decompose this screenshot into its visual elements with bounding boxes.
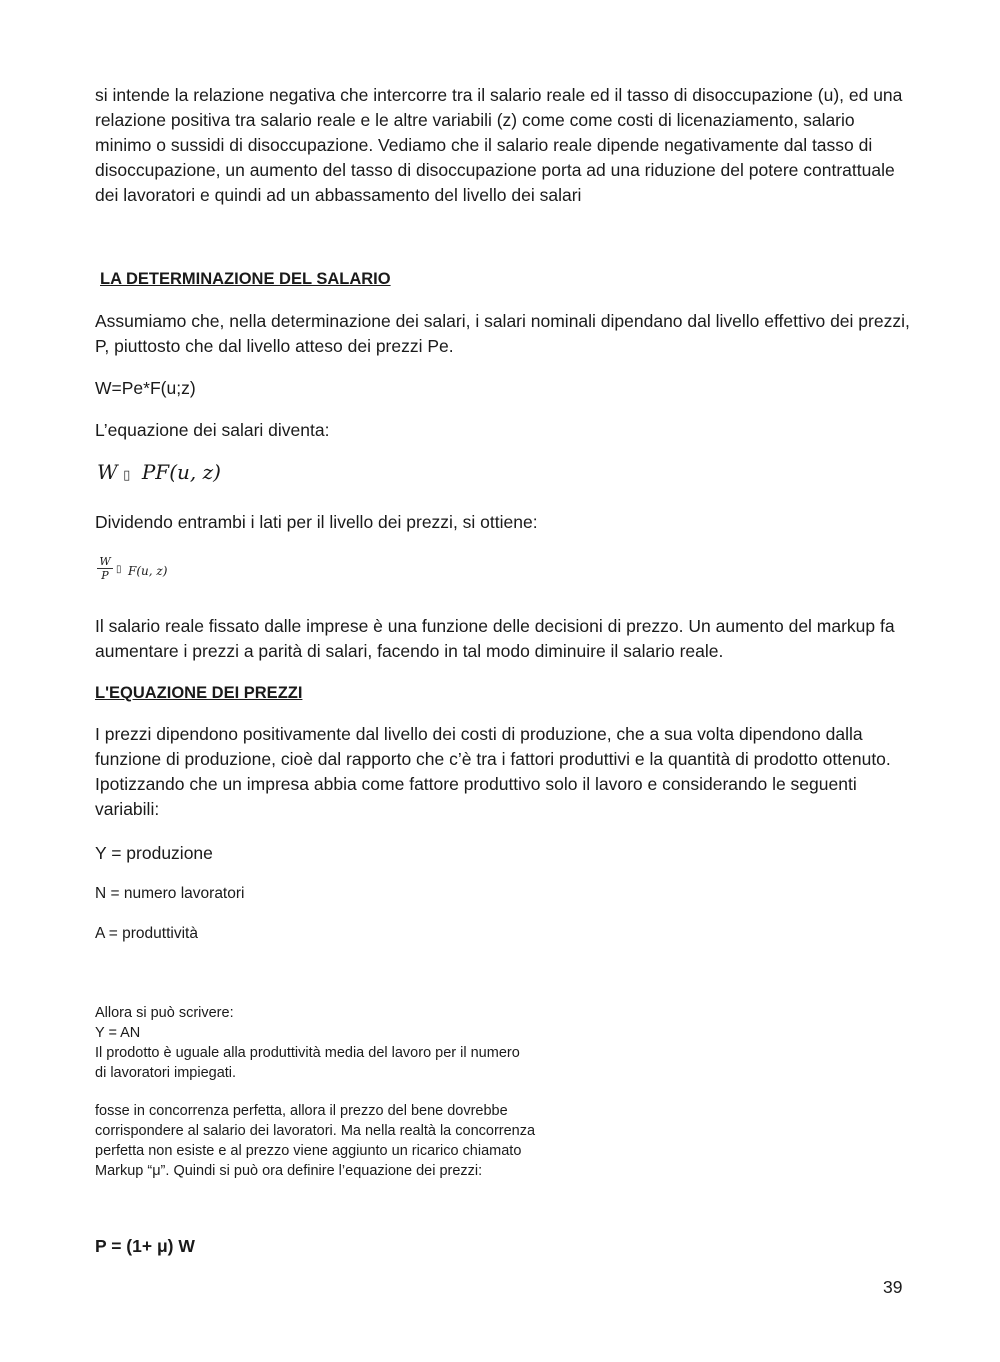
- section-heading-prezzi: L'EQUAZIONE DEI PREZZI: [95, 684, 303, 702]
- variable-n: N = numero lavoratori: [95, 885, 245, 902]
- block-allora-line: Y = AN: [95, 1025, 141, 1041]
- fraction-w-over-p: [97, 555, 113, 582]
- block-fosse-line: corrispondere al salario dei lavoratori. Ma nella realtà la concorrenza: [95, 1123, 536, 1139]
- equation-real-wage: [97, 555, 217, 591]
- eq3-rhs: F(u, z): [128, 564, 168, 578]
- page-number: 39: [883, 1277, 903, 1297]
- equation-wage-price: [97, 459, 221, 489]
- eq2-lhs: W: [97, 460, 118, 484]
- block-fosse-line: fosse in concorrenza perfetta, allora il prezzo del bene dovrebbe: [95, 1103, 508, 1119]
- variable-a: A = produttività: [95, 925, 198, 942]
- block-fosse-line: Markup “μ”. Quindi si può ora definire l’equazione dei prezzi:: [95, 1163, 483, 1179]
- block-allora: [95, 1003, 655, 1083]
- block-allora-line: Il prodotto è uguale alla produttività media del lavoro per il numero: [95, 1045, 520, 1061]
- paragraph-prezzi: I prezzi dipendono positivamente dal livello dei costi di produzione, che a sua volta dipendono dalla funzione di produzione, cioè dal rapporto che c’è tra i fattori produttivi e la quantità di prodotto ottenuto. Ipotizzando che un impresa abbia come fattore produttivo solo il lavoro e considerando le seguenti variabili:: [95, 724, 891, 819]
- block-allora-line: di lavoratori impiegati.: [95, 1065, 237, 1081]
- missing-glyph-icon-2: ▯: [116, 564, 122, 575]
- equation-prezzi: P = (1+ μ) W: [95, 1236, 195, 1256]
- eq2-args: (u, z): [169, 460, 221, 484]
- fraction-denominator: P: [101, 569, 109, 582]
- label-equazione-salari: L’equazione dei salari diventa:: [95, 420, 330, 440]
- block-allora-line: Allora si può scrivere:: [95, 1005, 234, 1021]
- paragraph-assumiamo: Assumiamo che, nella determinazione dei salari, i salari nominali dipendano dal livello effettivo dei prezzi, P, piuttosto che dal livello atteso dei prezzi Pe.: [95, 311, 910, 356]
- equation-wage-expected: W=Pe*F(u;z): [95, 378, 196, 398]
- label-dividendo: Dividendo entrambi i lati per il livello dei prezzi, si ottiene:: [95, 512, 538, 532]
- missing-glyph-icon: ▯: [123, 468, 131, 483]
- section-heading-salario: LA DETERMINAZIONE DEL SALARIO: [100, 270, 391, 288]
- paragraph-salario-reale: Il salario reale fissato dalle imprese è una funzione delle decisioni di prezzo. Un aumento del markup fa aumentare i prezzi a parità di salari, facendo in tal modo diminuire il salario reale.: [95, 616, 895, 661]
- fraction-numerator: W: [99, 555, 111, 568]
- eq2-rhs: PF: [141, 460, 170, 484]
- block-fosse-line: perfetta non esiste e al prezzo viene aggiunto un ricarico chiamato: [95, 1143, 522, 1159]
- variable-y: Y = produzione: [95, 843, 213, 863]
- intro-paragraph: si intende la relazione negativa che intercorre tra il salario reale ed il tasso di disoccupazione (u), ed una relazione positiva tra salario reale e le altre variabili (z) come come costi di licenaziamento, salario minimo o sussidi di disoccupazione. Vediamo che il salario reale dipende negativamente dal tasso di disoccupazione, un aumento del tasso di disoccupazione porta ad una riduzione del potere contrattuale dei lavoratori e quindi ad un abbassamento del livello dei salari: [95, 85, 903, 205]
- block-fosse: [95, 1101, 675, 1181]
